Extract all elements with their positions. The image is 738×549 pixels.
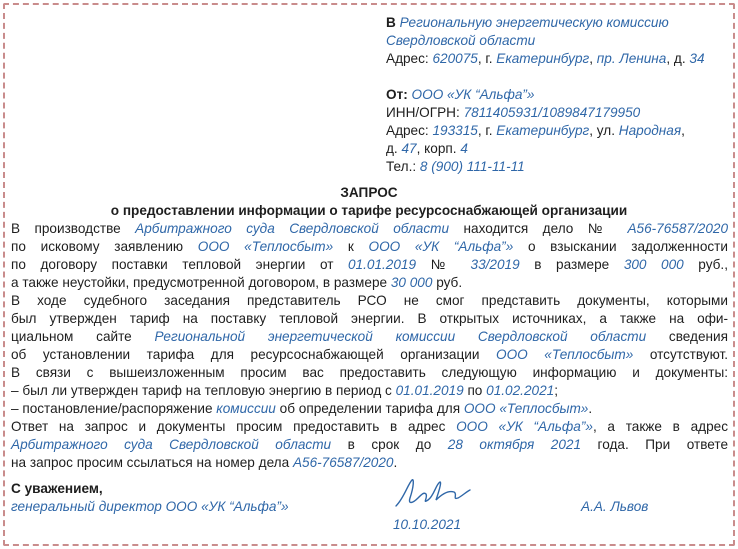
sender-address-2 (386, 140, 731, 158)
body-line-13 (11, 436, 728, 454)
contract-number: 33/2019 (470, 257, 520, 272)
commission-name: Региональной энергетической комиссии Свердловской области (154, 329, 647, 344)
plaintiff: ООО «Теплосбыт» (197, 239, 334, 254)
court-name: Арбитражного суда Свердловской области (11, 437, 332, 452)
body-line-6: был утвержден тариф на поставку тепловой энергии. В открытых источниках, а также на офи- (11, 311, 728, 326)
text: Ответ на запрос и документы просим предоставить в адрес (11, 419, 457, 434)
sender-inn (386, 104, 731, 122)
address-label: Адрес: (386, 51, 433, 66)
body-line-7 (11, 328, 728, 346)
deadline-date: 28 октября 2021 (447, 437, 582, 452)
text: а также неустойки, предусмотренной договором, в размере (11, 275, 391, 290)
text: в срок до (331, 437, 448, 452)
house: 34 (689, 51, 705, 66)
text: по (463, 383, 487, 398)
debt-amount: 300 000 (623, 257, 684, 272)
recipient-org-cont: Свердловской области (386, 33, 536, 48)
text: В производстве (11, 221, 136, 236)
text: находится дело № (449, 221, 628, 236)
recipient-line-1 (386, 14, 731, 32)
korp: 4 (460, 141, 468, 156)
text: года. При ответе (581, 437, 729, 452)
street-prefix: , ул. (589, 123, 619, 138)
sender-line (386, 86, 731, 104)
case-number: А56-76587/2020 (292, 455, 394, 470)
sender-label: От: (386, 87, 408, 102)
inn-label: ИНН/ОГРН: (386, 105, 464, 120)
sender-address (386, 122, 731, 140)
body-line-12 (11, 418, 728, 436)
text: . (588, 401, 593, 416)
text: по исковому заявлению (11, 239, 198, 254)
house: 47 (401, 141, 417, 156)
text: о взыскании задолженности (513, 239, 728, 254)
address-label: Адрес: (386, 123, 433, 138)
defendant: ООО «УК “Альфа”» (368, 239, 514, 254)
document-title: ЗАПРОС (340, 185, 398, 200)
korp-prefix: , корп. (416, 141, 461, 156)
signer-name: А.А. Львов (581, 499, 649, 514)
document-subtitle: о предоставлении информации о тарифе ресурсоснабжающей организации (110, 203, 628, 218)
signature-block (11, 480, 728, 532)
text: к (333, 239, 369, 254)
body-line-11 (11, 400, 728, 418)
period-to: 01.02.2021 (486, 383, 555, 398)
body-line-9: В связи с вышеизложенным просим вас предоставить следующую информацию и документы: (11, 365, 728, 380)
text: ; (554, 383, 558, 398)
text: – был ли утвержден тариф на тепловую энергию в период с (11, 383, 396, 398)
city: Екатеринбург (496, 123, 590, 138)
signature-row (11, 498, 728, 516)
body-line-10 (11, 382, 728, 400)
supplier-name: ООО «Теплосбыт» (496, 347, 634, 362)
phone-value: 8 (900) 111-11-11 (419, 159, 525, 174)
text: на запрос просим ссылаться на номер дела (11, 455, 293, 470)
city-prefix: , г. (477, 51, 497, 66)
commission-word: комиссии (216, 401, 276, 416)
text: руб. (432, 275, 463, 290)
signature-date: 10.10.2021 (393, 517, 462, 532)
text: , а также в адрес (592, 419, 729, 434)
recipient-line-2 (386, 32, 731, 50)
text: по договору поставки тепловой энергии от (11, 257, 348, 272)
phone-label: Тел.: (386, 159, 420, 174)
text: руб., (683, 257, 728, 272)
regards: С уважением, (11, 481, 103, 496)
city: Екатеринбург (496, 51, 590, 66)
body-line-8 (11, 346, 728, 364)
text: об установлении тарифа для ресурсоснабжающей организации (11, 347, 497, 362)
handwritten-signature-icon (392, 476, 472, 512)
text: в размере (519, 257, 624, 272)
sender-org: ООО «УК “Альфа”» (411, 87, 535, 102)
body-line-2 (11, 238, 728, 256)
body-line-4 (11, 274, 728, 292)
recipient-prefix: В (386, 15, 396, 30)
sender-phone (386, 158, 731, 176)
text: – постановление/распоряжение (11, 401, 217, 416)
court-name: Арбитражного суда Свердловской области (135, 221, 450, 236)
body-line-1 (11, 220, 728, 238)
street: пр. Ленина (596, 51, 667, 66)
case-number: А56-76587/2020 (627, 221, 729, 236)
street: Народная (618, 123, 682, 138)
recipient-address (386, 50, 731, 68)
body-line-3 (11, 256, 728, 274)
contract-date: 01.01.2019 (348, 257, 417, 272)
text: об определении тарифа для (275, 401, 464, 416)
supplier-name: ООО «Теплосбыт» (463, 401, 589, 416)
text: отсутствуют. (633, 347, 728, 362)
request-body (11, 220, 728, 472)
house-prefix: д. (386, 141, 402, 156)
body-line-5: В ходе судебного заседания представитель РСО не смог представить документы, которыми (11, 293, 728, 308)
address-block (386, 14, 731, 176)
text: . (393, 455, 398, 470)
penalty-amount: 30 000 (390, 275, 433, 290)
postal-index: 620075 (432, 51, 478, 66)
city-prefix: , г. (477, 123, 497, 138)
company-name: ООО «УК “Альфа”» (456, 419, 593, 434)
recipient-org: Региональную энергетическую комиссию (399, 15, 669, 30)
postal-index: 193315 (432, 123, 478, 138)
text: № (416, 257, 471, 272)
text: циальном сайте (11, 329, 155, 344)
comma: , (681, 123, 685, 138)
inn-value: 7811405931/1089847179950 (463, 105, 641, 120)
period-from: 01.01.2019 (395, 383, 464, 398)
body-line-14 (11, 454, 728, 472)
separator: , (589, 51, 597, 66)
text: сведения (646, 329, 728, 344)
house-prefix: , д. (666, 51, 690, 66)
signer-position: генеральный директор ООО «УК “Альфа”» (11, 499, 289, 514)
